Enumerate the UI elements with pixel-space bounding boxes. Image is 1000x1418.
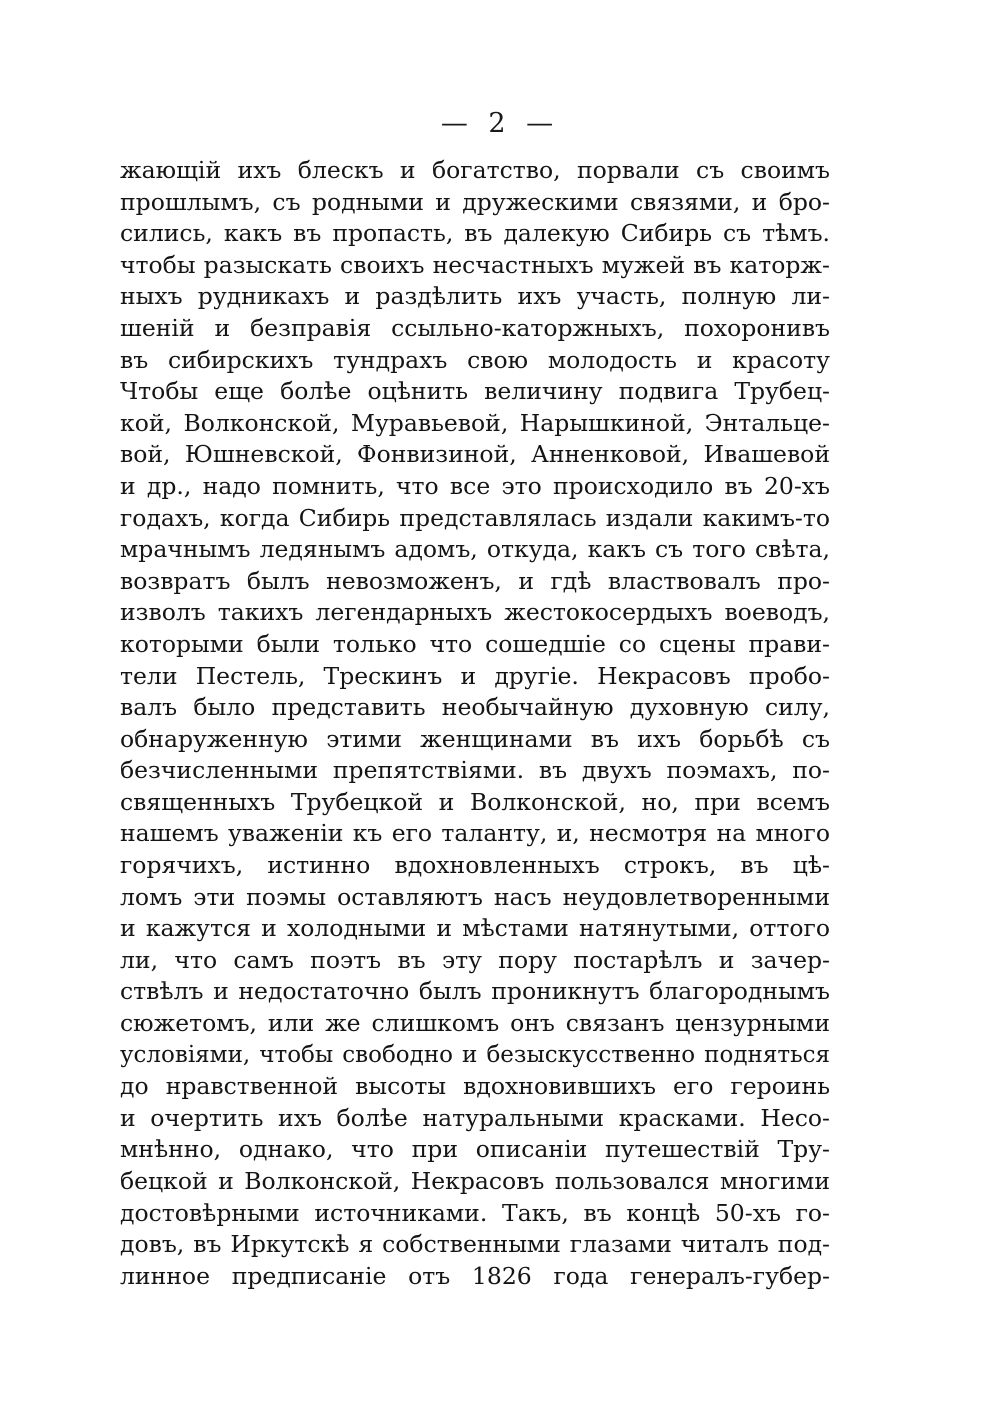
text-line: тели Пестель, Трескинъ и другіе. Некрасовъ пробо- [120,661,830,690]
text-line: линное предписаніе отъ 1826 года генералъ-губер- [120,1261,830,1290]
text-line: которыми были только что сошедшіе со сцены прави- [120,629,830,658]
text-line: годахъ, когда Сибирь представлялась издали какимъ-то [120,503,830,532]
text-line: въ сибирскихъ тундрахъ свою молодость и красоту [120,345,830,374]
body-text [120,155,830,1292]
text-line: прошлымъ, съ родными и дружескими связями, и бро- [120,187,830,216]
text-line: достовѣрными источниками. Такъ, въ концѣ 50-хъ го- [120,1198,830,1227]
text-line: шеній и безправія ссыльно-каторжныхъ, похоронивъ [120,313,830,342]
text-line: условіями, чтобы свободно и безыскусственно подняться [120,1041,830,1068]
text-line: горячихъ, истинно вдохновленныхъ строкъ, въ цѣ- [120,851,830,880]
page-number: — 2 — [440,108,560,139]
text-line: чтобы разыскать своихъ несчастныхъ мужей въ каторж- [120,250,830,279]
text-line: довъ, въ Иркутскѣ я собственными глазами читалъ под- [120,1230,830,1259]
text-line: и очертить ихъ болѣе натуральными красками. Несо- [120,1103,830,1132]
text-line: сюжетомъ, или же слишкомъ онъ связанъ цензурными [120,1009,830,1038]
text-line: и кажутся и холодными и мѣстами натянутыми, оттого [120,914,830,943]
text-line: ствѣлъ и недостаточно былъ проникнутъ благороднымъ [120,977,830,1006]
text-line: вой, Юшневской, Фонвизиной, Анненковой, Ивашевой [120,440,830,469]
text-line: кой, Волконской, Муравьевой, Нарышкиной, Энтальце- [120,408,830,437]
text-line: нашемъ уваженіи къ его таланту, и, несмотря на много [120,819,830,848]
text-line: безчисленными препятствіями. въ двухъ поэмахъ, по- [120,756,830,785]
text-line: ли, что самъ поэтъ въ эту пору постарѣлъ и зачер- [120,945,830,974]
text-line: и др., надо помнить, что все это происходило въ 20-хъ [120,471,830,500]
text-line: ныхъ рудникахъ и раздѣлить ихъ участь, полную ли- [120,282,830,311]
text-line: мнѣнно, однако, что при описаніи путешествій Тру- [120,1135,830,1164]
text-line: ломъ эти поэмы оставляютъ насъ неудовлетворенными [120,882,830,911]
text-line: бецкой и Волконской, Некрасовъ пользовался многими [120,1167,830,1195]
text-line: Чтобы еще болѣе оцѣнить величину подвига Трубец- [120,377,830,406]
text-line: мрачнымъ ледянымъ адомъ, откуда, какъ съ того свѣта, [120,535,830,564]
text-line: сились, какъ въ пропасть, въ далекую Сибирь съ тѣмъ. [120,219,830,248]
text-line: жающій ихъ блескъ и богатство, порвали съ своимъ [120,156,830,184]
text-line: возвратъ былъ невозможенъ, и гдѣ властвовалъ про- [120,566,830,595]
text-line: изволъ такихъ легендарныхъ жестокосердыхъ воеводъ, [120,598,830,627]
text-line: обнаруженную этими женщинами въ ихъ борьбѣ съ [120,724,830,753]
text-line: валъ было представить необычайную духовную силу, [120,693,830,722]
text-line: священныхъ Трубецкой и Волконской, но, при всемъ [120,787,830,816]
text-line: до нравственной высоты вдохновившихъ его героинь [120,1072,830,1101]
